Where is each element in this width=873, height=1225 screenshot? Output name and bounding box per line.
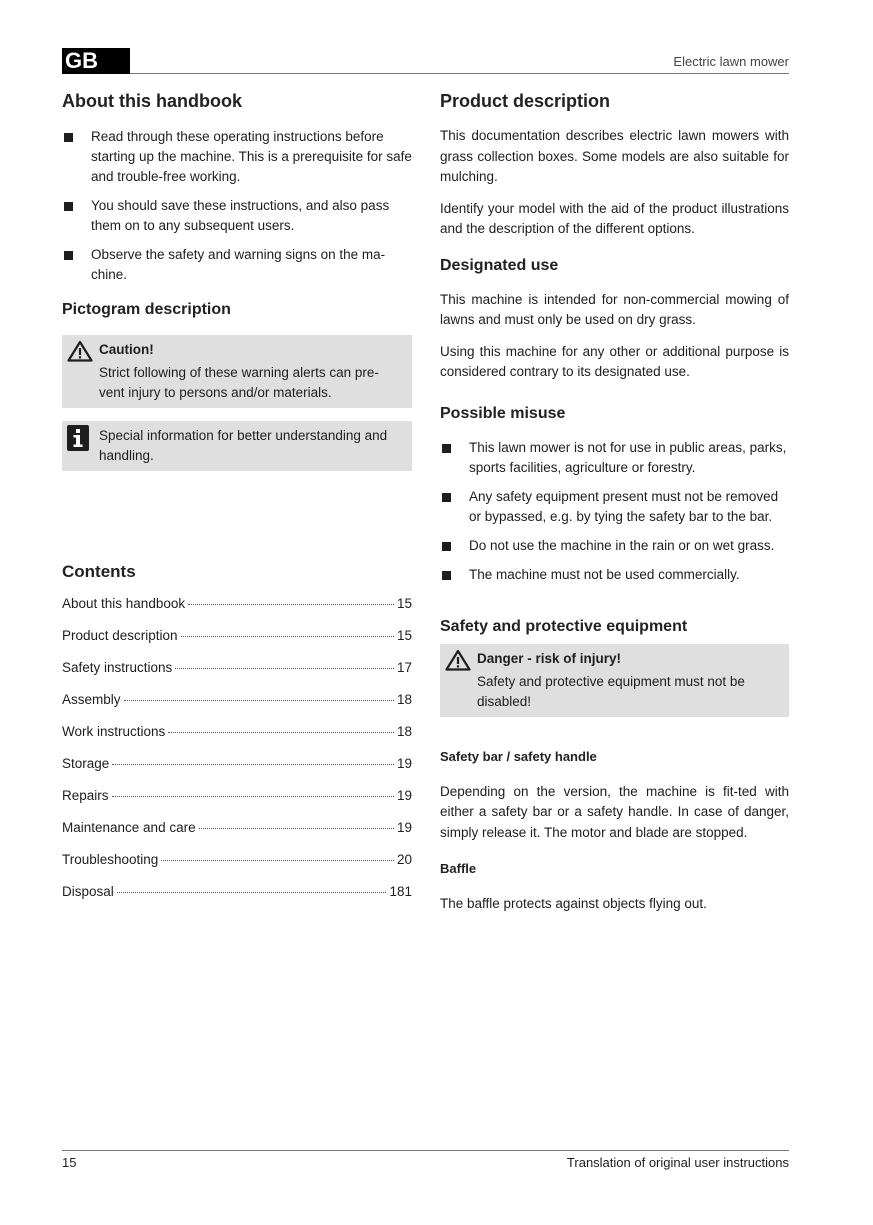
toc-page: 19 — [396, 820, 412, 835]
toc-row[interactable] — [62, 820, 412, 852]
footer-text: Translation of original user instructions — [566, 1155, 789, 1170]
header-title: Electric lawn mower — [673, 54, 789, 69]
right-column — [440, 88, 789, 915]
toc-page: 15 — [396, 596, 412, 611]
toc-page: 18 — [396, 724, 412, 739]
designated-paragraph: This machine is intended for non-commercial mowing of lawns and must only be used on dry grass. — [440, 291, 789, 327]
toc-row[interactable] — [62, 756, 412, 788]
list-item: Do not use the machine in the rain or on wet grass. — [440, 536, 789, 556]
contents-heading: Contents — [62, 562, 136, 581]
product-paragraph: This documentation describes electric lawn mowers with grass collection boxes. Some models are also suitable for mulching. — [440, 128, 789, 184]
toc-label: Storage — [62, 756, 110, 771]
toc-leader — [112, 796, 394, 797]
toc-page: 181 — [389, 884, 412, 899]
list-item: Read through these operating instructions before starting up the machine. This is a prerequisite for safe and trouble-free working. — [62, 127, 412, 187]
toc-leader — [181, 636, 394, 637]
safety-bar-paragraph: Depending on the version, the machine is fit-ted with either a safety bar or a safety handle. In case of danger, simply release it. The motor and blade are stopped. — [440, 783, 789, 840]
info-box — [62, 421, 412, 471]
info-icon — [67, 425, 89, 457]
toc-label: Assembly — [62, 692, 121, 707]
baffle-paragraph: The baffle protects against objects flying out. — [440, 896, 707, 911]
danger-text: Safety and protective equipment must not be disabled! — [477, 673, 745, 709]
toc-label: Maintenance and care — [62, 820, 196, 835]
toc-leader — [124, 700, 394, 701]
header-rule — [130, 73, 789, 74]
info-text: Special information for better understanding and handling. — [99, 428, 388, 463]
danger-box — [440, 644, 789, 717]
toc-page: 17 — [396, 660, 412, 675]
pictogram-heading: Pictogram description — [62, 301, 231, 318]
caution-box — [62, 335, 412, 408]
toc-row[interactable] — [62, 628, 412, 660]
list-item: Any safety equipment present must not be removed or bypassed, e.g. by tying the safety bar to the bar. — [440, 487, 789, 527]
list-item: This lawn mower is not for use in public areas, parks, sports facilities, agriculture or forestry. — [440, 438, 789, 478]
left-column — [62, 88, 412, 916]
about-heading: About this handbook — [62, 91, 242, 111]
list-item: You should save these instructions, and also pass them on to any subsequent users. — [62, 196, 412, 236]
footer-rule — [62, 1150, 789, 1151]
toc-label: Troubleshooting — [62, 852, 159, 867]
toc-label: About this handbook — [62, 596, 186, 611]
language-badge: GB — [62, 48, 130, 74]
toc-label: Product description — [62, 628, 178, 643]
toc-leader — [161, 860, 394, 861]
page-number: 15 — [62, 1155, 77, 1170]
misuse-heading: Possible misuse — [440, 404, 566, 422]
toc-leader — [168, 732, 394, 733]
toc-leader — [188, 604, 394, 605]
toc-row[interactable] — [62, 852, 412, 884]
toc-label: Repairs — [62, 788, 109, 803]
toc-leader — [117, 892, 387, 893]
designated-paragraph: Using this machine for any other or additional purpose is considered contrary to its designated use. — [440, 343, 789, 379]
toc-row[interactable] — [62, 788, 412, 820]
warning-triangle-icon — [445, 649, 471, 677]
danger-title: Danger - risk of injury! — [477, 650, 622, 666]
baffle-heading: Baffle — [440, 861, 477, 876]
designated-heading: Designated use — [440, 256, 559, 274]
safety-heading: Safety and protective equipment — [440, 617, 688, 635]
toc-page: 19 — [396, 788, 412, 803]
toc-label: Disposal — [62, 884, 114, 899]
toc-row[interactable] — [62, 660, 412, 692]
about-list — [62, 127, 412, 285]
warning-triangle-icon — [67, 340, 93, 368]
caution-title: Caution! — [99, 342, 154, 357]
page-header — [62, 48, 789, 76]
toc-row[interactable] — [62, 884, 412, 916]
list-item: The machine must not be used commercially. — [440, 565, 789, 585]
product-paragraph: Identify your model with the aid of the product illustrations and the description of the different options. — [440, 200, 789, 236]
safety-bar-heading: Safety bar / safety handle — [440, 748, 597, 764]
toc-page: 19 — [396, 756, 412, 771]
caution-text: Strict following of these warning alerts can pre-vent injury to persons and/or materials. — [99, 365, 379, 400]
misuse-list — [440, 438, 789, 585]
toc-leader — [175, 668, 394, 669]
contents-list — [62, 596, 412, 916]
toc-page: 20 — [396, 852, 412, 867]
toc-leader — [112, 764, 394, 765]
toc-row[interactable] — [62, 724, 412, 756]
toc-page: 15 — [396, 628, 412, 643]
product-heading: Product description — [440, 91, 611, 111]
toc-label: Work instructions — [62, 724, 166, 739]
toc-label: Safety instructions — [62, 660, 173, 675]
toc-row[interactable] — [62, 692, 412, 724]
toc-row[interactable] — [62, 596, 412, 628]
toc-page: 18 — [396, 692, 412, 707]
toc-leader — [199, 828, 394, 829]
list-item: Observe the safety and warning signs on the ma-chine. — [62, 245, 412, 285]
